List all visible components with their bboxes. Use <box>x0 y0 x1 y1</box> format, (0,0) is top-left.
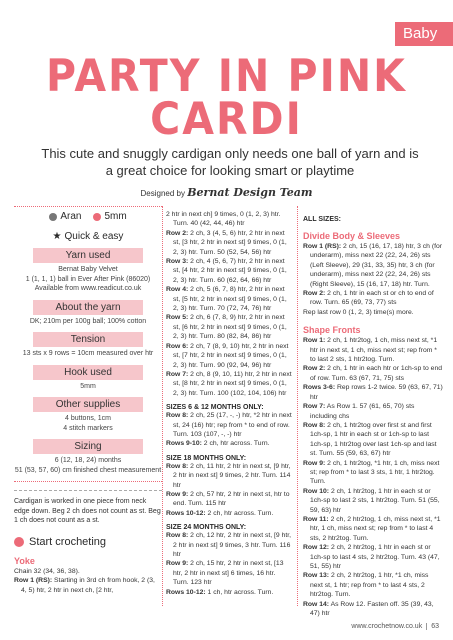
pattern-row: Row 4: 2 ch, 5 (6, 7, 8) htr, 2 htr in next st, [5 htr, 2 htr in next st] 9 times, 0 (1, 2, 3) htr. Turn. 70 (72, 74, 76) htr <box>166 286 287 313</box>
info-section-title: Yarn used <box>33 248 143 263</box>
pattern-row: Row 9: 2 ch, 1 htr2tog, *1 htr, 1 ch, miss next st; rep from * to last 3 sts, 1 htr, 1 htr2tog. Turn. <box>303 459 440 486</box>
info-section-title: Sizing <box>33 439 143 454</box>
designer-name: Bernat Design Team <box>187 186 313 199</box>
info-section-title: Other supplies <box>33 397 143 412</box>
pattern-row: Rows 9-10: 2 ch, htr across. Turn. <box>166 440 270 448</box>
pattern-row: Row 1: 2 ch, 1 htr2tog, 1 ch, miss next st, *1 htr in next st, 1 ch, miss next st; rep from * to last 2 sts, 1 htr2tog. Turn. <box>303 337 438 364</box>
star-icon: ★ <box>52 231 62 242</box>
weight-dot-icon <box>49 213 57 221</box>
info-box <box>14 206 162 482</box>
section-heading: Shape Fronts <box>303 325 361 336</box>
pattern-row: Row 9: 2 ch, 57 htr, 2 htr in next st, htr to end. Turn. 115 htr <box>166 490 290 508</box>
yarn-weight-row <box>14 211 162 222</box>
needle-pill <box>93 211 126 222</box>
construction-note: Cardigan is worked in one piece from neck edge down. Beg 2 ch does not count as st. Beg 1 ch does not count as a st. <box>14 498 161 525</box>
pattern-row: Row 8: 2 ch, 25 (17, -, -) htr, *2 htr in next st, 24 (16) htr; rep from * to end of row. Turn. 103 (107, -, -) htr <box>166 412 292 438</box>
info-section-title: About the yarn <box>33 300 143 315</box>
difficulty-label: Quick & easy <box>64 231 124 242</box>
pattern-row: Row 8: 2 ch, 1 htr2tog over first st and first 1ch-sp, 1 htr in each st or 1ch-sp to last 1ch-sp, 1 htr2tog over last 1ch-sp and last st. Turn. 55 (59, 63, 67) htr <box>303 421 437 458</box>
designed-by-label: Designed by <box>140 189 185 198</box>
pink-dot-icon <box>14 537 24 547</box>
pattern-row: Row 6: 2 ch, 7 (8, 9, 10) htr, 2 htr in next st, [7 htr, 2 htr in next st] 9 times, 0 (1, 2, 3) htr. Turn. 90 (92, 94, 96) htr <box>166 342 289 369</box>
yoke-title: Yoke <box>14 555 35 566</box>
divider <box>14 490 162 491</box>
start-label: Start crocheting <box>29 535 107 548</box>
section-heading: Divide Body & Sleeves <box>303 231 401 241</box>
difficulty-row <box>14 231 162 242</box>
pattern-row: Row 1 (RS): 2 ch, 15 (16, 17, 18) htr, 3 ch (for underarm), miss next 22 (22, 24, 26) sts (Left Sleeve), 29 (31, 33, 35) htr, 3 ch (for underarm), miss next 22 (22, 24, 26) sts (Right Sleeve), 15 (16, 17, 18) htr. Turn. <box>303 243 443 288</box>
pattern-row: Row 13: 2 ch, 2 htr2tog, 1 htr, *1 ch, miss next st, 1 htr; rep from * to last 4 sts, 2 htr2tog. Turn. <box>303 572 429 599</box>
pattern-row: Row 8: 2 ch, 12 htr, 2 htr in next st, [9 htr, 2 htr in next st] 9 times, 3 htr. Turn. 116 htr <box>166 532 292 558</box>
start-crocheting-heading <box>14 536 162 548</box>
pattern-row: Row 7: As Row 1. 57 (61, 65, 70) sts including chs <box>303 403 415 420</box>
info-section-text: Available from www.readicut.co.uk <box>34 285 142 292</box>
info-section-title: Hook used <box>33 365 143 380</box>
pattern-row: Row 12: 2 ch, 2 htr2tog, 1 htr in each st or 1ch-sp to last 4 sts, 2 htr2tog. Turn. 43 (47, 51, 55) htr <box>303 544 440 570</box>
pattern-row: Row 7: 2 ch, 8 (9, 10, 11) htr, 2 htr in next st, [8 htr, 2 htr in next st] 9 times, 0 (1, 2, 3) htr. Turn. 100 (102, 104, 106) htr <box>166 370 292 397</box>
pattern-row: Row 8: 2 ch, 11 htr, 2 htr in next st, [9 htr, 2 htr in next st] 9 times, 2 htr. Turn. 114 htr <box>166 462 291 489</box>
pattern-row: Row 2: 2 ch, 3 (4, 5, 6) htr, 2 htr in next st, [3 htr, 2 htr in next st] 9 times, 0 (1, 2, 3) htr. Turn. 50 (52, 54, 56) htr <box>166 229 287 256</box>
pattern-row: Row 2: 2 ch, 1 htr in each htr or 1ch-sp to end of row. Turn. 63 (67, 71, 75) sts <box>303 365 443 382</box>
info-section-text: 6 (12, 18, 24) months <box>54 457 122 464</box>
info-section-text: 13 sts x 9 rows = 10cm measured over htr <box>22 350 154 357</box>
pattern-row: Row 11: 2 ch, 2 htr2tog, 1 ch, miss next st, *1 htr, 1 ch, miss next st; rep from * to last 4 sts, 2 htr2tog. Turn. <box>303 515 441 542</box>
size-heading: SIZES 6 & 12 MONTHS ONLY: <box>166 404 264 412</box>
weight-pill <box>49 211 81 222</box>
info-sections <box>14 248 162 475</box>
size-heading: SIZE 24 MONTHS ONLY: <box>166 524 247 532</box>
info-section-text: 1 (1, 1, 1) ball in Ever After Pink (86020) <box>25 275 151 283</box>
pattern-row: Row 1 (RS): Starting in 3rd ch from hook, 2 (3, 4, 5) htr, 2 htr in next ch, [2 htr, <box>14 577 155 594</box>
pattern-row: Rows 3-6: Rep rows 1-2 twice. 59 (63, 67, 71) htr <box>303 384 443 401</box>
info-section-title: Tension <box>33 332 143 347</box>
needle-dot-icon <box>93 213 101 221</box>
page-footer <box>351 623 439 630</box>
pattern-row: Row 5: 2 ch, 6 (7, 8, 9) htr, 2 htr in next st, [6 htr, 2 htr in next st] 9 times, 0 (1, 2, 3) htr. Turn. 80 (82, 84, 86) htr <box>166 314 287 341</box>
pattern-row: 2 htr in next ch] 9 times, 0 (1, 2, 3) htr. Turn. 40 (42, 44, 46) htr <box>166 211 281 228</box>
info-section-text: 4 buttons, 1cm <box>65 415 111 422</box>
pattern-row: Row 3: 2 ch, 4 (5, 6, 7) htr, 2 htr in next st, [4 htr, 2 htr in next st] 9 times, 0 (1, 2, 3) htr. Turn. 60 (62, 64, 66) htr <box>166 258 287 284</box>
pattern-row: Row 14: As Row 12. Fasten off. 35 (39, 43, 47) htr <box>303 600 434 618</box>
info-section-text: Bernat Baby Velvet <box>58 266 118 273</box>
info-section-text: 4 stitch markers <box>63 424 113 432</box>
difficulty-pill <box>53 231 124 242</box>
category-tag: Baby <box>395 22 453 46</box>
info-section-text: DK; 210m per 100g ball; 100% cotton <box>29 317 147 325</box>
pattern-row: Rows 10-12: 2 ch, htr across. Turn. <box>166 509 274 517</box>
pattern-column-3 <box>303 210 443 618</box>
info-section-text: 51 (53, 57, 60) cm finished chest measurement <box>14 466 162 474</box>
size-heading: ALL SIZES: <box>303 216 341 223</box>
column-divider <box>162 206 163 606</box>
title-line-1: PARTY IN PINK <box>46 50 407 102</box>
intro-text: This cute and snuggly cardigan only needs one ball of yarn and is a great choice for looking smart or playtime <box>41 146 419 178</box>
yoke-instructions <box>14 567 162 595</box>
pattern-row: Chain 32 (34, 36, 38). <box>14 567 80 575</box>
size-heading: SIZE 18 MONTHS ONLY: <box>166 454 247 462</box>
title-line-2: CARDI <box>150 93 303 145</box>
pattern-row: Row 9: 2 ch, 15 htr, 2 htr in next st, [13 htr, 2 htr in next st] 6 times, 16 htr. Turn. 123 htr <box>166 560 284 587</box>
page-number: 63 <box>431 623 439 630</box>
info-column <box>14 206 162 595</box>
needle-label: 5mm <box>104 211 127 222</box>
pattern-row: Row 10: 2 ch, 1 htr2tog, 1 htr in each st or 1ch-sp to last 2 sts, 1 htr2tog. Turn. 51 (55, 59, 63) htr <box>303 487 440 514</box>
pattern-column-2 <box>166 210 292 597</box>
pattern-row: Row 2: 2 ch, 1 htr in each st or ch to end of row. Turn. 65 (69, 73, 77) sts <box>303 290 434 307</box>
designer-credit <box>0 186 453 199</box>
pattern-row: Rows 10-12: 1 ch, htr across. Turn. <box>166 588 274 596</box>
pattern-row: Rep last row 0 (1, 2, 3) time(s) more. <box>303 308 414 316</box>
footer-url: www.crochetnow.co.uk <box>351 623 423 630</box>
weight-label: Aran <box>60 211 82 222</box>
column-divider <box>297 206 298 606</box>
info-section-text: 5mm <box>80 382 96 390</box>
